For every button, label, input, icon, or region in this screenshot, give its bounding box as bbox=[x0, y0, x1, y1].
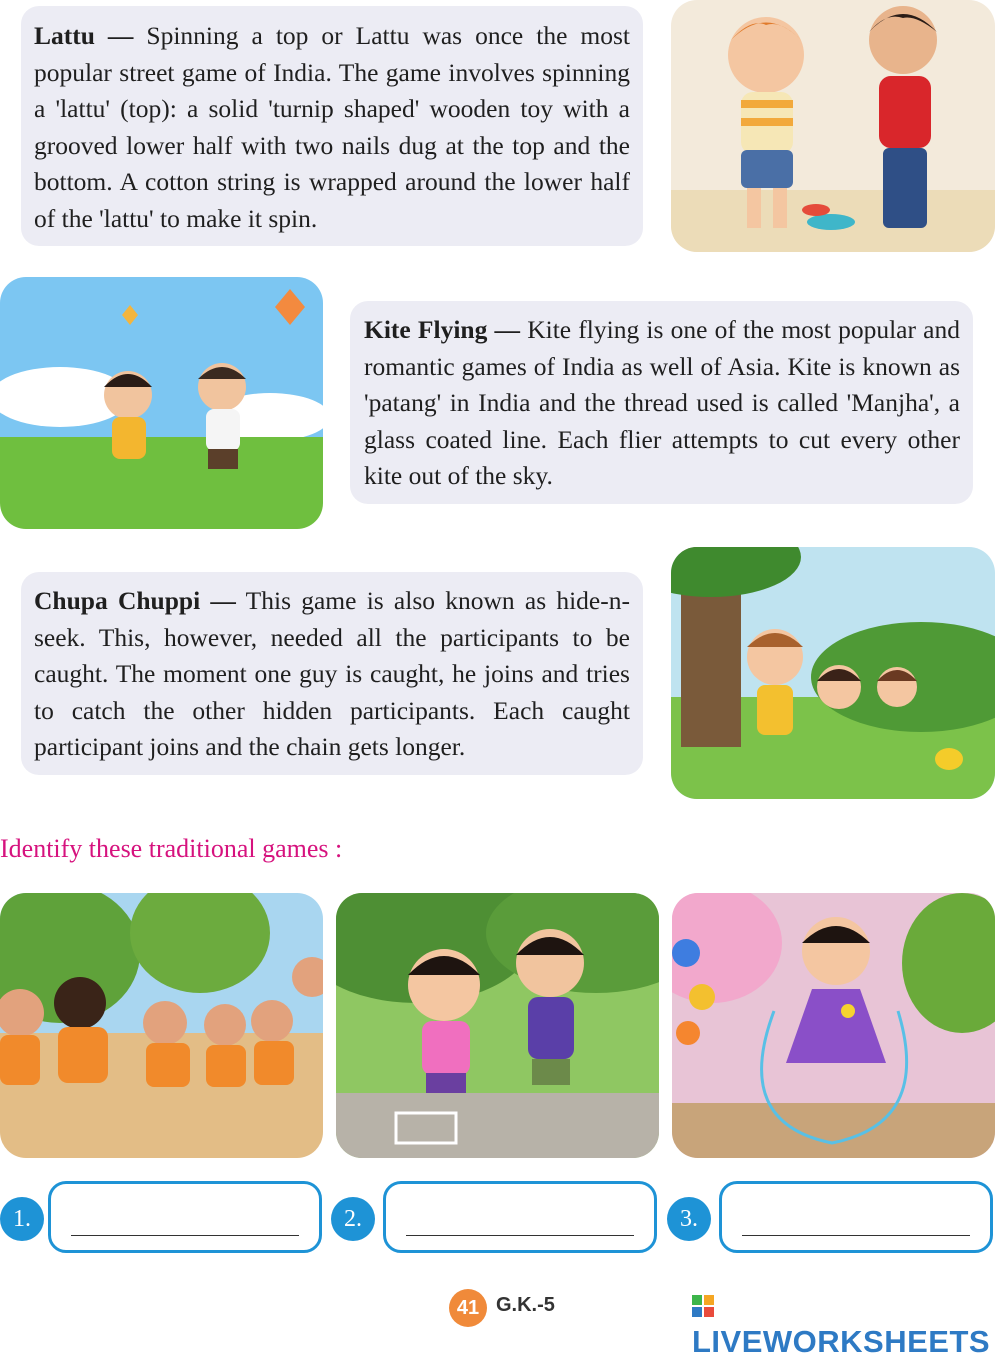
answer-line-1 bbox=[71, 1235, 299, 1236]
answer-box-3[interactable] bbox=[719, 1181, 993, 1253]
chupa-image bbox=[671, 547, 995, 799]
chupa-paragraph bbox=[34, 583, 630, 766]
game-image-3 bbox=[672, 893, 995, 1158]
answer-line-3 bbox=[742, 1235, 970, 1236]
answer-number-1: 1. bbox=[0, 1197, 44, 1241]
brand-name: LIVEWORKSHEETS bbox=[692, 1324, 991, 1359]
answer-number-3: 3. bbox=[667, 1197, 711, 1241]
identify-instruction: Identify these traditional games : bbox=[0, 834, 343, 863]
kite-text: Kite flying is one of the most popular and romantic games of India as well of Asia. Kite is known as 'patang' in India and the thread used is called 'Manjha', a glass coated line. Each flier attempts to cut every other kite out of the sky. bbox=[364, 315, 960, 491]
game-image-1 bbox=[0, 893, 323, 1158]
chupa-title: Chupa Chuppi — bbox=[34, 586, 236, 615]
game-image-2 bbox=[336, 893, 659, 1158]
answer-box-2[interactable] bbox=[383, 1181, 657, 1253]
kite-title: Kite Flying — bbox=[364, 315, 521, 344]
answer-number-2: 2. bbox=[331, 1197, 375, 1241]
chupa-text: This game is also known as hide-n-seek. This, however, needed all the participants to be caught. The moment one guy is caught, he joins and tries to catch the other hidden participants. Each caught participant joins and the chain gets longer. bbox=[34, 586, 630, 762]
subject-label: G.K.-5 bbox=[496, 1294, 555, 1316]
page-number-badge: 41 bbox=[449, 1289, 487, 1327]
lattu-title: Lattu — bbox=[34, 21, 134, 50]
liveworksheets-logo[interactable] bbox=[692, 1288, 1000, 1360]
lattu-text: Spinning a top or Lattu was once the most popular street game of India. The game involves spinning a 'lattu' (top): a solid 'turnip shaped' wooden toy with a grooved lower half with two nails dug at the top and the bottom. A cotton string is wrapped around the lower half of the 'lattu' to make it spin. bbox=[34, 21, 630, 233]
liveworksheets-icon bbox=[692, 1295, 714, 1317]
kite-image bbox=[0, 277, 323, 529]
lattu-card bbox=[21, 6, 643, 246]
answer-box-1[interactable] bbox=[48, 1181, 322, 1253]
chupa-card bbox=[21, 572, 643, 775]
kite-card bbox=[350, 301, 973, 504]
answer-line-2 bbox=[406, 1235, 634, 1236]
lattu-paragraph bbox=[34, 18, 630, 238]
kite-paragraph bbox=[364, 312, 960, 495]
lattu-image bbox=[671, 0, 995, 252]
